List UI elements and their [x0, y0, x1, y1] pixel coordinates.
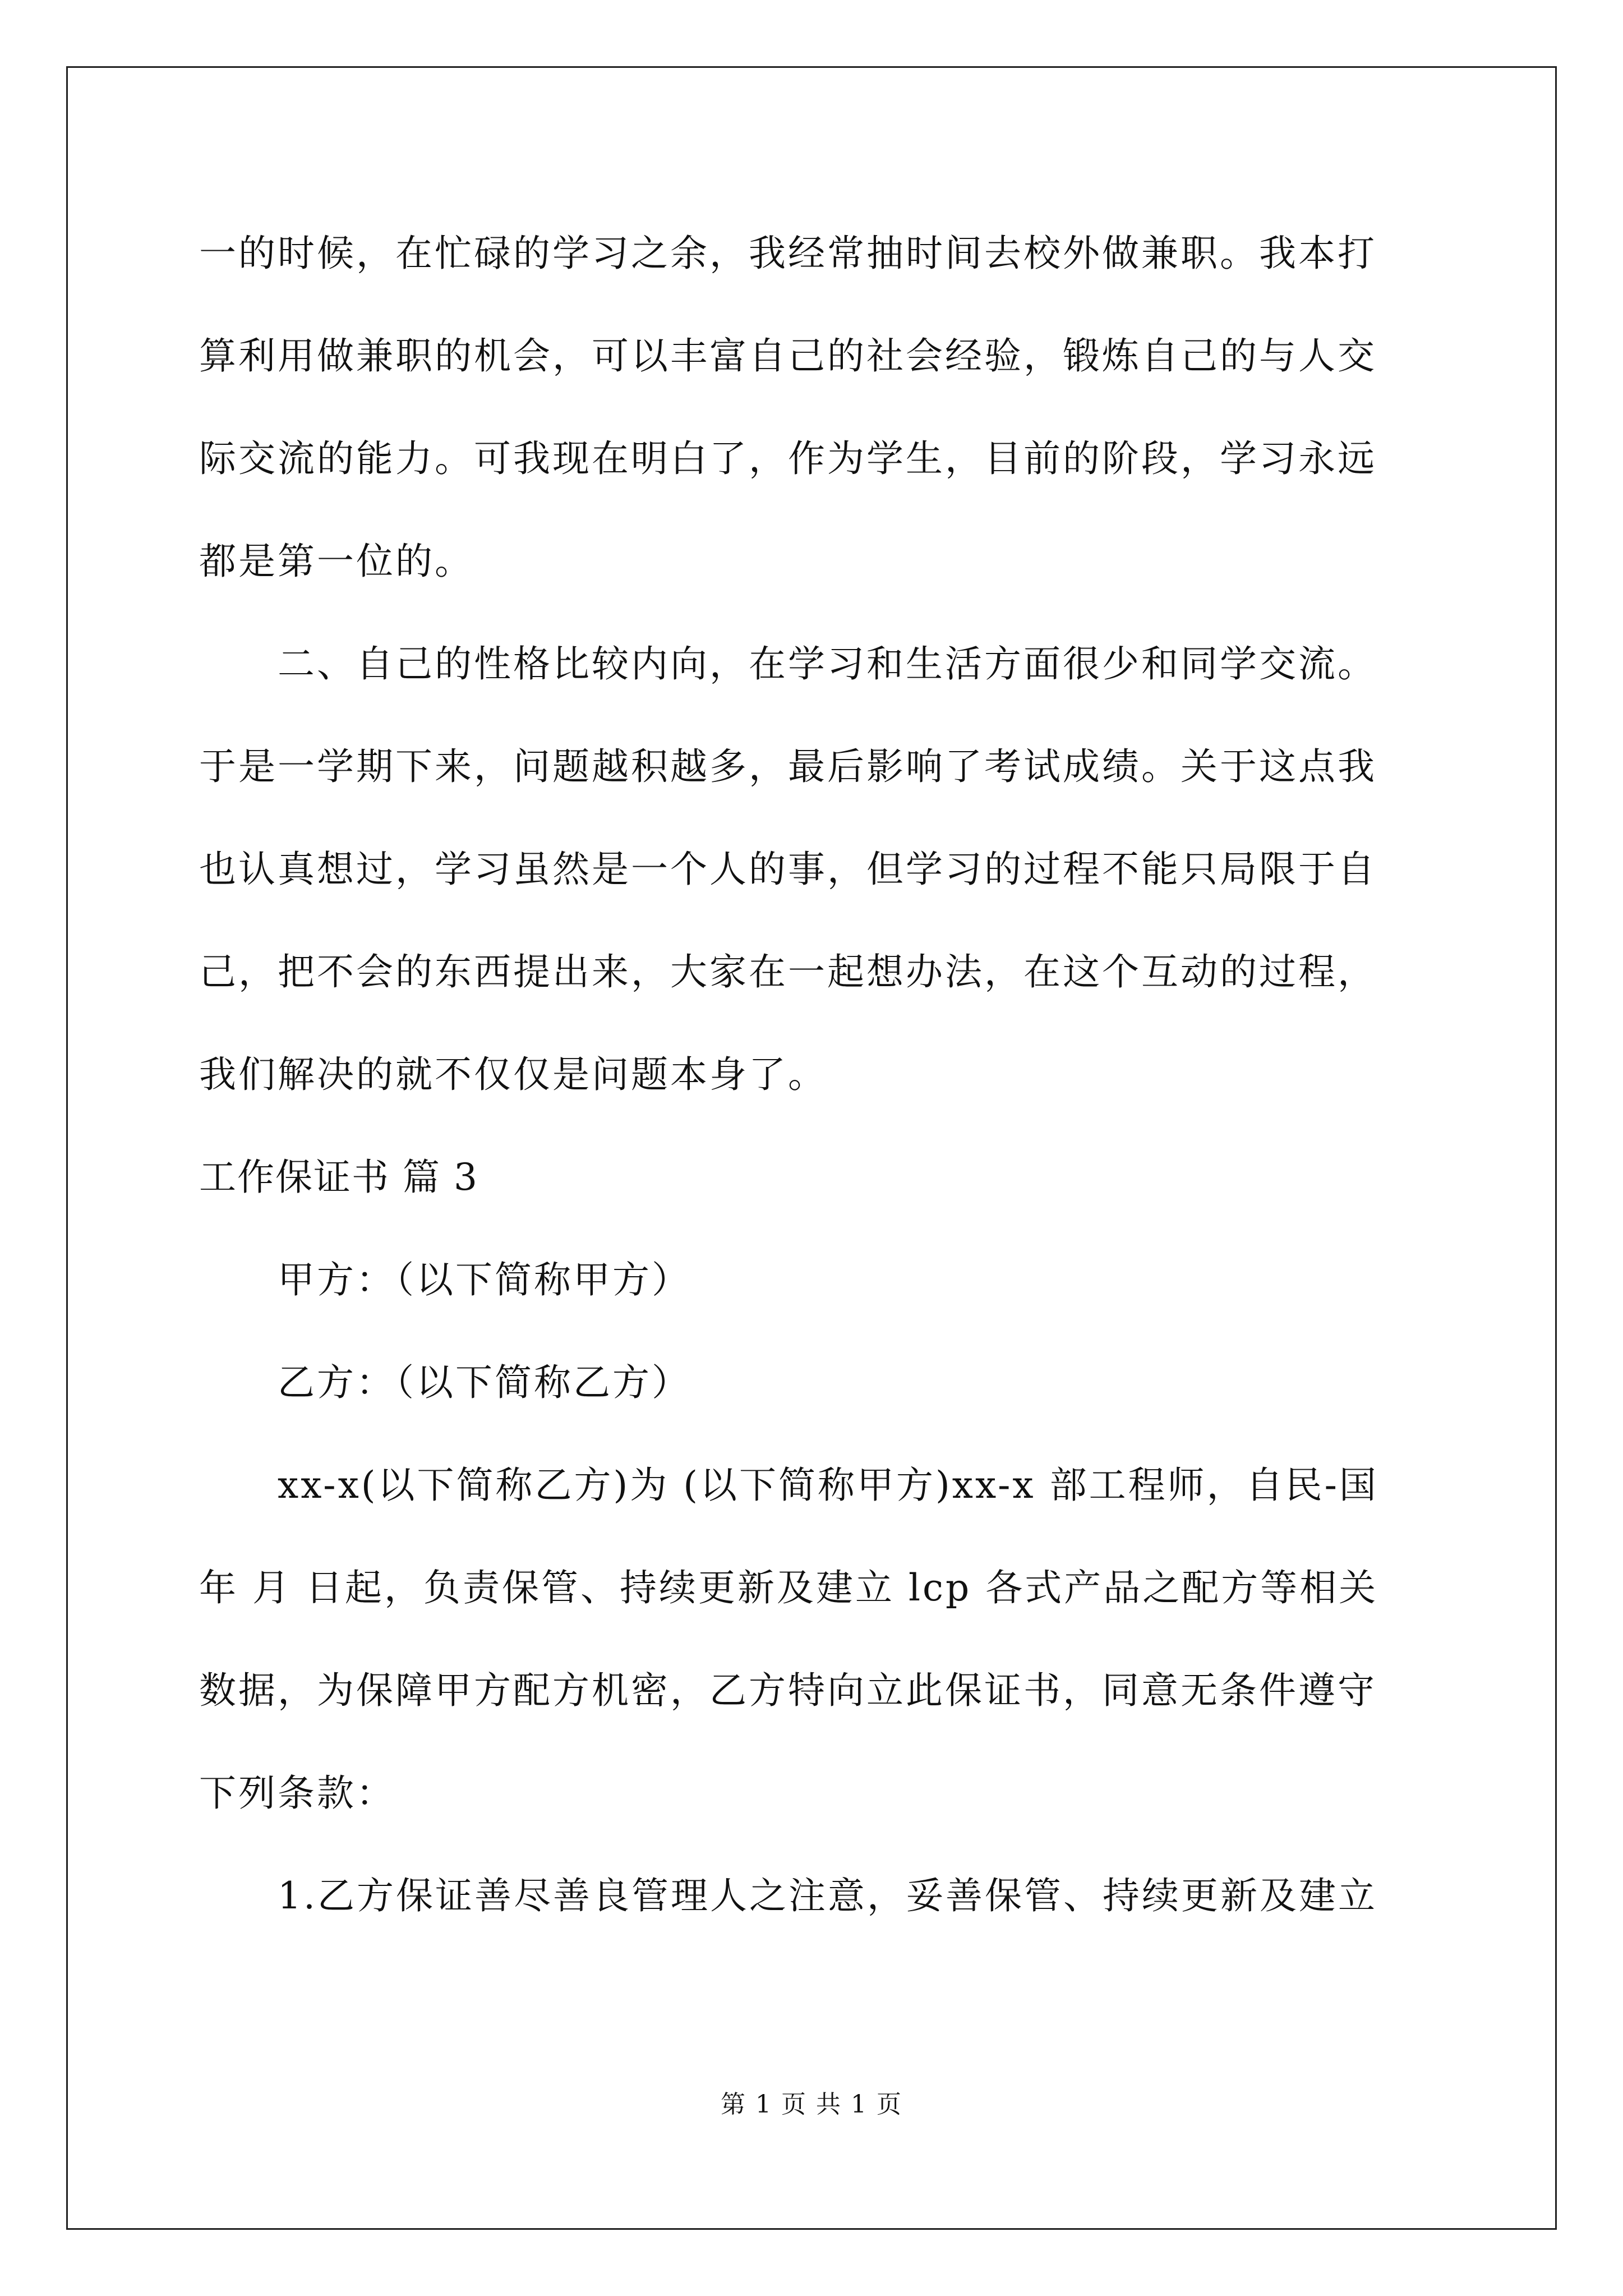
paragraph-line: 二、自己的性格比较内向，在学习和生活方面很少和同学交流。	[278, 642, 1377, 685]
page-number-footer: 第 1 页 共 1 页	[721, 2090, 902, 2119]
paragraph-line: 我们解决的就不仅仅是问题本身了。	[199, 1053, 827, 1096]
paragraph-line: 下列条款：	[199, 1772, 395, 1815]
paragraph-line: 于是一学期下来，问题越积越多，最后影响了考试成绩。关于这点我	[199, 745, 1377, 788]
section-heading: 工作保证书 篇 3	[199, 1156, 478, 1199]
paragraph-line: 际交流的能力。可我现在明白了，作为学生，目前的阶段，学习永远	[199, 437, 1377, 480]
document-body	[199, 202, 1427, 1947]
paragraph-line: 一的时候，在忙碌的学习之余，我经常抽时间去校外做兼职。我本打	[199, 232, 1377, 275]
clause-line: 1.乙方保证善尽善良管理人之注意，妥善保管、持续更新及建立	[278, 1874, 1377, 1917]
paragraph-line: 年 月 日起，负责保管、持续更新及建立 lcp 各式产品之配方等相关	[199, 1566, 1378, 1609]
party-a-line: 甲方：（以下简称甲方）	[278, 1258, 691, 1301]
party-b-line: 乙方：（以下简称乙方）	[278, 1361, 691, 1404]
paragraph-line: 都是第一位的。	[199, 540, 474, 583]
paragraph-line: 己，把不会的东西提出来，大家在一起想办法，在这个互动的过程，	[199, 950, 1377, 993]
paragraph-line: 数据，为保障甲方配方机密，乙方特向立此保证书，同意无条件遵守	[199, 1669, 1377, 1712]
paragraph-line: 也认真想过，学习虽然是一个人的事，但学习的过程不能只局限于自	[199, 848, 1377, 891]
paragraph-line: 算利用做兼职的机会，可以丰富自己的社会经验，锻炼自己的与人交	[199, 334, 1377, 378]
paragraph-line: xx-x(以下简称乙方)为 (以下简称甲方)xx-x 部工程师，自民-国	[278, 1464, 1378, 1507]
